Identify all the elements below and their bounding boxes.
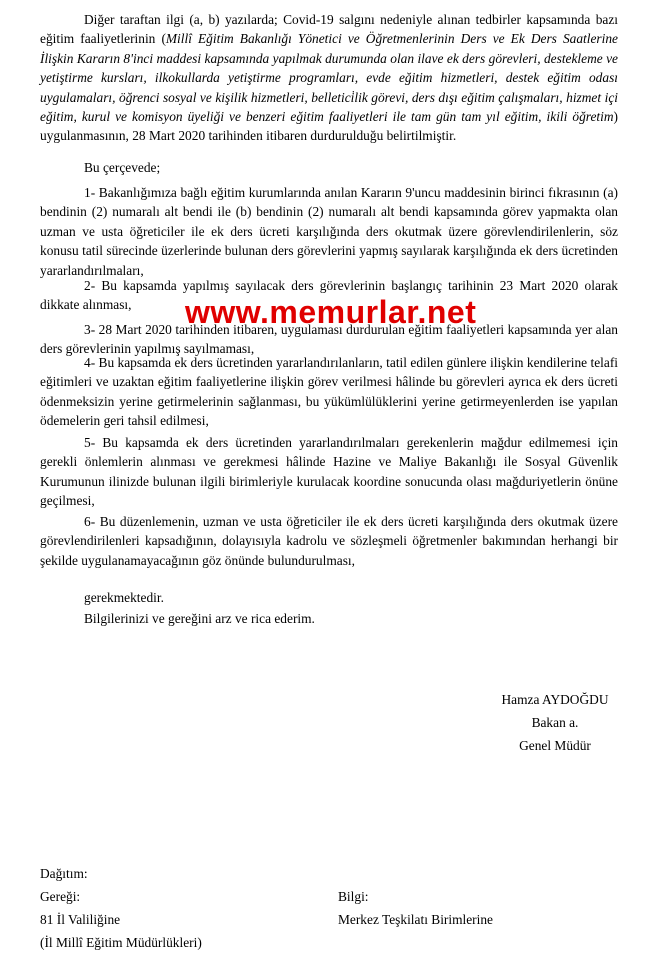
distribution-title: Dağıtım: <box>40 866 88 881</box>
signature-title-2: Genel Müdür <box>519 738 591 753</box>
signature-name: Hamza AYDOĞDU <box>501 692 609 707</box>
intro-text-start: Diğer taraftan ilgi (a, b) yazılarda; Covid-19 salgını nedeniyle alınan tedbirler kapsamında bazı eğitim faaliyetlerinin ( <box>40 12 618 47</box>
gere-recipient-detail: (İl Millî Eğitim Müdürlükleri) <box>40 935 202 950</box>
closing-line: Bilgilerinizi ve gereğini arz ve rica ederim. <box>84 611 315 626</box>
item-3-paragraph: 3- 28 Mart 2020 tarihinden itibaren, uygulaması durdurulan eğitim faaliyetleri kapsamında yer alan ders görevlerinin yapılmış sayılmaması, <box>40 322 618 357</box>
bu-cercevede-line: Bu çerçevede; <box>84 160 161 175</box>
item-6-paragraph: 6- Bu düzenlemenin, uzman ve usta öğreticiler ile ek ders ücreti karşılığında ders okutmak üzere görevlendirilenleri kapsadığının, dolayısıyla kadrolu ve sözleşmeli öğretmenler bakımından herhangi bir şekilde uygulanamayacağının göz önünde bulundurulması, <box>40 514 618 568</box>
bilgi-label: Bilgi: <box>338 889 369 904</box>
gerekmektedir-line: gerekmektedir. <box>84 590 164 605</box>
signature-title-1: Bakan a. <box>531 715 579 730</box>
bilgi-recipient: Merkez Teşkilatı Birimlerine <box>338 912 493 927</box>
intro-paragraph <box>40 10 618 146</box>
item-1-paragraph: 1- Bakanlığımıza bağlı eğitim kurumlarında anılan Kararın 9'uncu maddesinin birinci fıkrasının (a) bendinin (2) numaralı alt bendi ile (b) bendinin (2) numaralı alt bendi kapsamında görev yapmakta olan uzman ve usta öğreticiler ile ek ders ücreti karşılığında ders okutmak üzere görevlendirilenlerin, söz konusu tatil sürecinde üzerlerinde bulunan ders görevlerini yapmış sayılarak karşılığında ek ders ücretinden yararlandırılmaları, <box>40 185 618 278</box>
item-5-paragraph: 5- Bu kapsamda ek ders ücretinden yararlandırılmaları gerekenlerin mağdur edilmemesi için gerekli önlemlerin alınması ve gerekmesi hâlinde Hazine ve Maliye Bakanlığı ile Sosyal Güvenlik Kurumunun ilinizde bulunan ilgili birimleriyle kurulacak koordine sonucunda olası mağduriyetlerin önüne geçilmesi, <box>40 435 618 509</box>
item-2-paragraph: 2- Bu kapsamda yapılmış sayılacak ders görevlerinin başlangıç tarihinin 23 Mart 2020 olarak dikkate alınması, <box>40 278 618 313</box>
item-4-paragraph: 4- Bu kapsamda ek ders ücretinden yararlandırılanların, tatil edilen günlere ilişkin kendilerine telafi eğitimleri ve uzaktan eğitim faaliyetlerine ilişkin görev verilmesi hâlinde bu görevleri ayrıca ek ders ücreti ödenmeksizin yerine getirmelerinin sağlanması, bu yükümlülüklerini yerine getirmeyenlerden ise yapılan ödemelerin geri tahsil edilmesi, <box>40 355 618 429</box>
intro-italic-text: Millî Eğitim Bakanlığı Yönetici ve Öğretmenlerinin Ders ve Ek Ders Saatlerine İlişkin Kararın 8'inci maddesi kapsamında yapılmak durumunda olan ilave ek ders görevleri, destekleme ve yetiştirme kursları, ilkokullarda yetiştirme programları, evde eğitim hizmetleri, destek eğitim odası uygulamaları, öğrenci sosyal ve kişilik hizmetleri, belletici̇lik görevi, ders dışı eğitim çalışmaları, hizmet içi eğitim, kurul ve komisyon üyeliği ve benzeri eğitim faaliyetleri ile tam gün tam yıl eğitim, ikili öğretim <box>40 31 618 125</box>
gere-recipient: 81 İl Valiliğine <box>40 912 121 927</box>
intro-text-end: ) uygulanmasının, 28 Mart 2020 tarihinden itibaren durdurulduğu belirtilmiştir. <box>40 109 618 144</box>
gere-label: Gereği: <box>40 889 81 904</box>
watermark: www.memurlar.net <box>185 294 477 330</box>
